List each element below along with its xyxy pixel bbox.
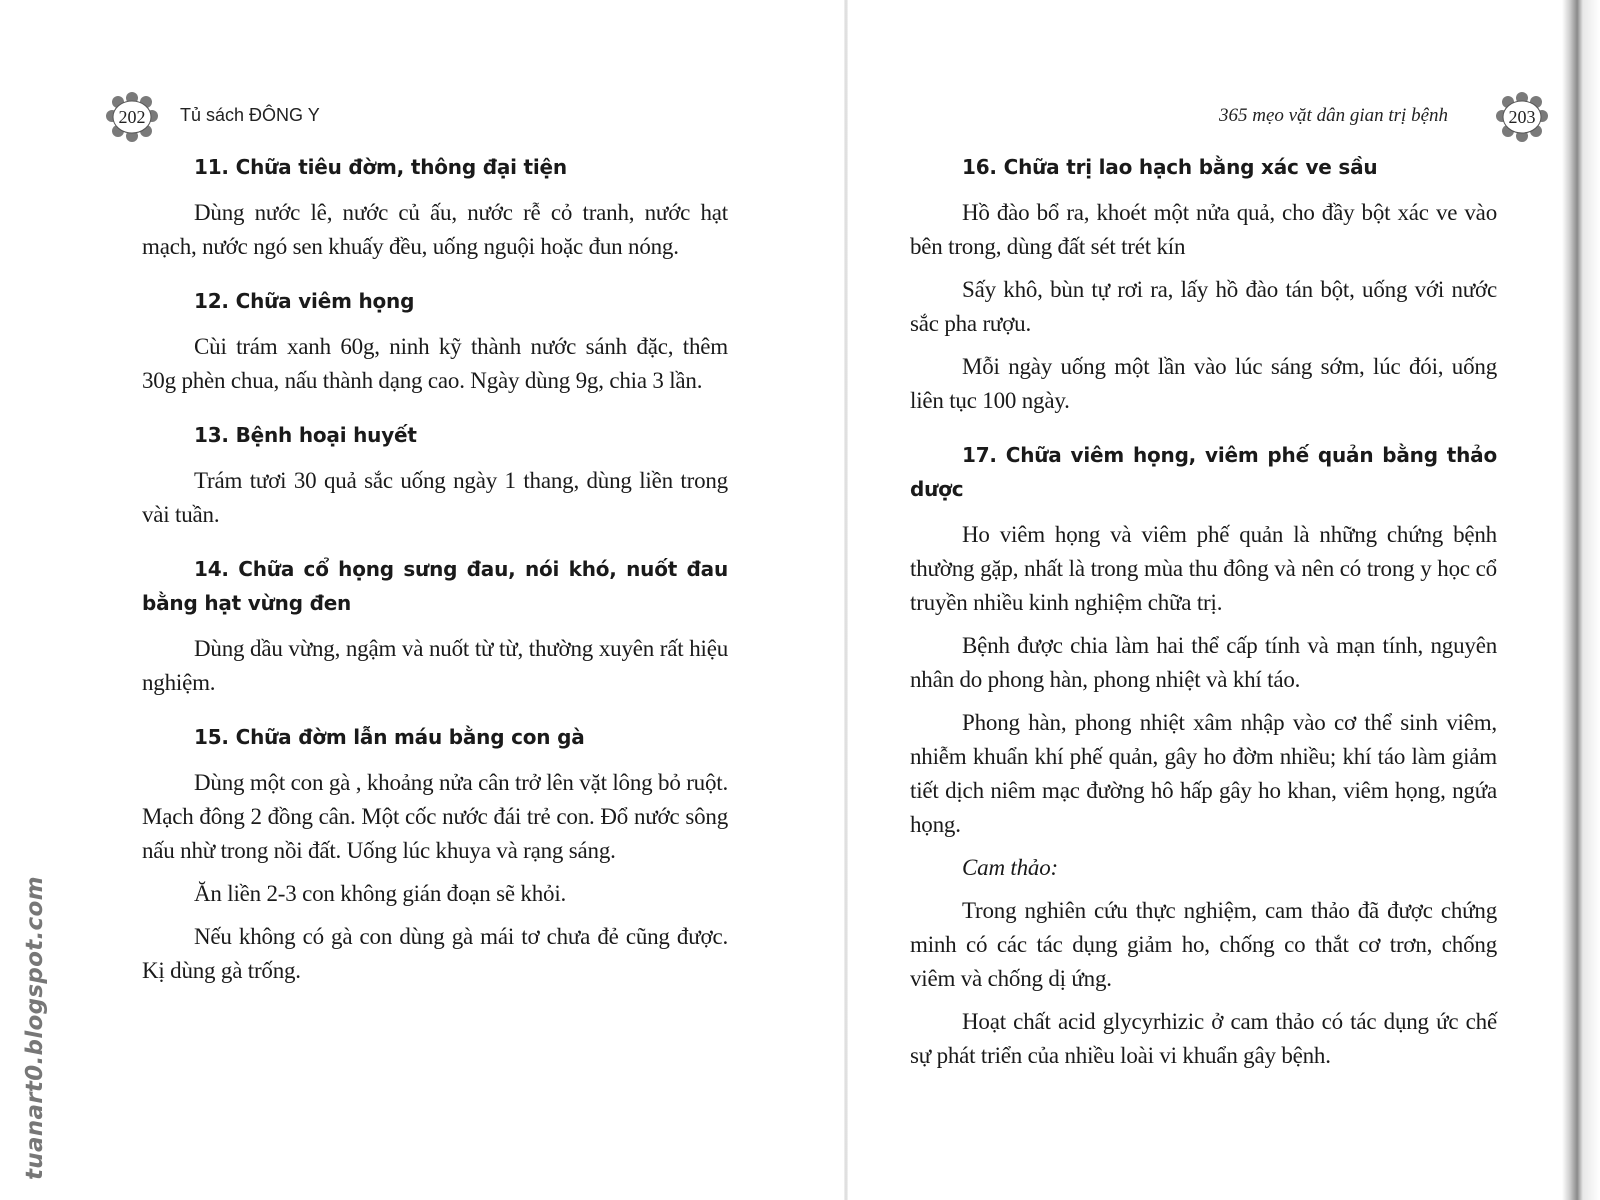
paragraph: Ăn liền 2-3 con không gián đoạn sẽ khỏi.: [194, 881, 567, 906]
paragraph: Sấy khô, bùn tự rơi ra, lấy hồ đào tán bột, uống với nước sắc pha rượu.: [910, 277, 1497, 336]
right-page-content: [910, 150, 1497, 1082]
subheading: Cam thảo:: [962, 855, 1058, 880]
paragraph: Dùng dầu vừng, ngậm và nuốt từ từ, thường xuyên rất hiệu nghiệm.: [142, 636, 728, 695]
paragraph: Nếu không có gà con dùng gà mái tơ chưa đẻ cũng được. Kị dùng gà trống.: [142, 924, 728, 983]
paragraph: Hồ đào bổ ra, khoét một nửa quả, cho đầy bột xác ve vào bên trong, dùng đất sét trét kín: [910, 200, 1497, 259]
page-edge-shadow: [1562, 0, 1600, 1200]
paragraph: Mỗi ngày uống một lần vào lúc sáng sớm, lúc đói, uống liên tục 100 ngày.: [910, 354, 1497, 413]
page-number: 202: [118, 107, 146, 127]
paragraph: Hoạt chất acid glycyrhizic ở cam thảo có tác dụng ức chế sự phát triển của nhiều loài vi khuẩn gây bệnh.: [910, 1009, 1497, 1068]
left-page-content: [142, 150, 728, 997]
paragraph: Trong nghiên cứu thực nghiệm, cam thảo đã được chứng minh có các tác dụng giảm ho, chống co thắt cơ trơn, chống viêm và chống dị ứng.: [910, 898, 1497, 991]
section-heading: 14. Chữa cổ họng sưng đau, nói khó, nuốt đau bằng hạt vừng đen: [142, 557, 728, 615]
page-number-badge: [1496, 92, 1548, 142]
section-heading: 13. Bệnh hoại huyết: [194, 423, 417, 447]
page-number: 203: [1508, 107, 1536, 127]
page-number-badge: [106, 92, 158, 142]
section-heading: 12. Chữa viêm họng: [194, 289, 415, 313]
paragraph: Dùng một con gà , khoảng nửa cân trở lên vặt lông bỏ ruột. Mạch đông 2 đồng cân. Một cốc nước đái trẻ con. Đổ nước sông nấu nhừ trong nồi đất. Uống lúc khuya và rạng sáng.: [142, 770, 728, 863]
series-title: Tủ sách ĐÔNG Y: [180, 105, 320, 125]
section-heading: 11. Chữa tiêu đờm, thông đại tiện: [194, 155, 567, 179]
paragraph: Trám tươi 30 quả sắc uống ngày 1 thang, dùng liền trong vài tuần.: [142, 468, 728, 527]
paragraph: Cùi trám xanh 60g, ninh kỹ thành nước sánh đặc, thêm 30g phèn chua, nấu thành dạng cao. Ngày dùng 9g, chia 3 lần.: [142, 334, 728, 393]
left-page-header: [106, 92, 746, 142]
paragraph: Phong hàn, phong nhiệt xâm nhập vào cơ thể sinh viêm, nhiễm khuẩn khí phế quản, gây ho đờm nhiều; khí táo làm giảm tiết dịch niêm mạc đường hô hấp gây ho khan, viêm họng, ngứa họng.: [910, 710, 1497, 837]
section-heading: 15. Chữa đờm lẫn máu bằng con gà: [194, 725, 585, 749]
section-heading: 17. Chữa viêm họng, viêm phế quản bằng thảo dược: [910, 443, 1497, 501]
right-page: [848, 0, 1562, 1200]
right-page-header: [888, 92, 1568, 142]
paragraph: Dùng nước lê, nước củ ấu, nước rễ cỏ tranh, nước hạt mạch, nước ngó sen khuấy đều, uống nguội hoặc đun nóng.: [142, 200, 728, 259]
paragraph: Bệnh được chia làm hai thể cấp tính và mạn tính, nguyên nhân do phong hàn, phong nhiệt và khí táo.: [910, 633, 1497, 692]
paragraph: Ho viêm họng và viêm phế quản là những chứng bệnh thường gặp, nhất là trong mùa thu đông và nên có trong y học cổ truyền nhiều kinh nghiệm chữa trị.: [910, 522, 1497, 615]
book-title: 365 mẹo vặt dân gian trị bệnh: [1218, 105, 1448, 126]
section-heading: 16. Chữa trị lao hạch bằng xác ve sầu: [962, 155, 1378, 179]
watermark: tuanart0.blogspot.com: [22, 876, 48, 1180]
